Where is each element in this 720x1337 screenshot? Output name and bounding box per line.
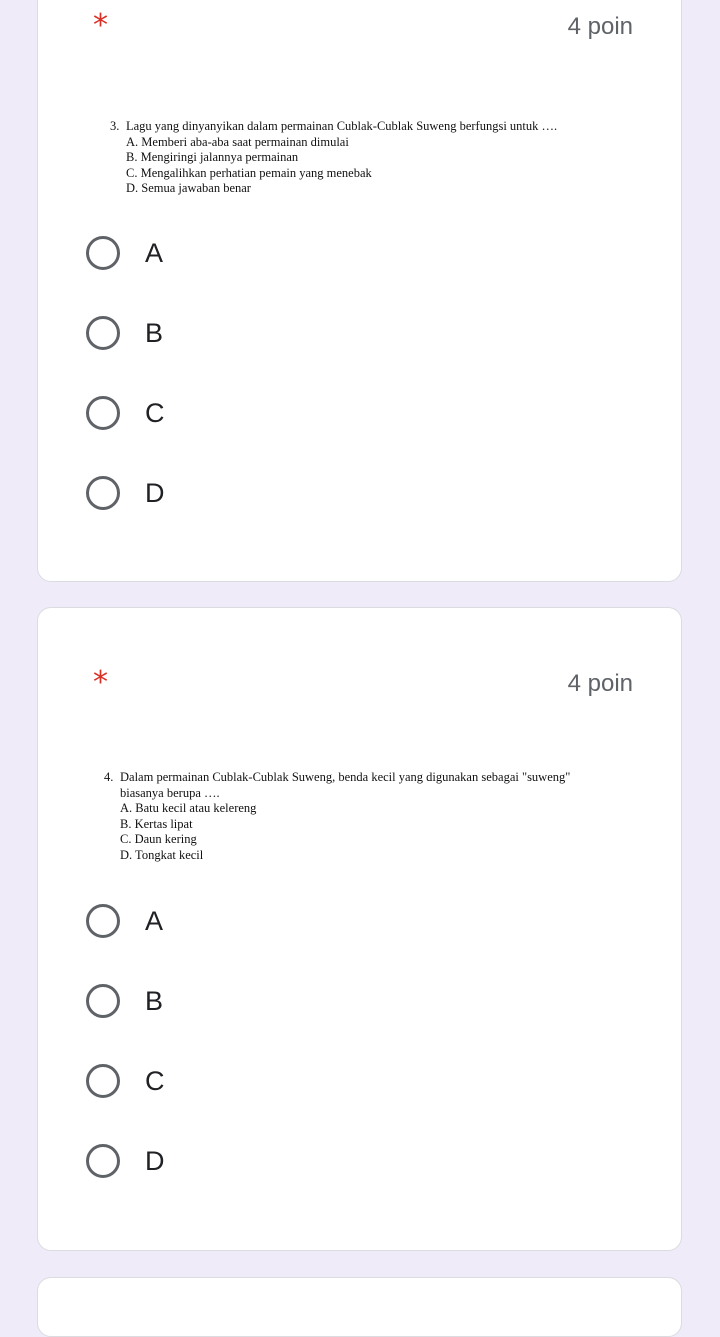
question-card (37, 607, 682, 1251)
points-label: 4 poin (567, 13, 633, 40)
radio-option-b[interactable] (86, 313, 165, 353)
answer-choice-text: B. Kertas lipat (120, 816, 193, 831)
radio-option-b[interactable] (86, 981, 165, 1021)
required-asterisk: * (93, 8, 108, 43)
radio-option-label: A (145, 906, 164, 936)
radio-option-label: B (145, 318, 164, 348)
answer-choice-text: D. Tongkat kecil (120, 847, 204, 862)
question-card (37, 0, 682, 582)
question-image (104, 770, 644, 864)
question-text: 3. Lagu yang dinyanyikan dalam permainan Cublak-Cublak Suweng berfungsi untuk …. (110, 119, 558, 133)
radio-button[interactable] (86, 236, 120, 270)
question-text-continued: biasanya berupa …. (120, 785, 220, 800)
question-card-next (37, 1277, 682, 1337)
radio-option-a[interactable] (86, 901, 165, 941)
radio-button[interactable] (86, 476, 120, 510)
question-image (110, 119, 650, 197)
answer-choice-text: A. Memberi aba-aba saat permainan dimulai (126, 134, 349, 149)
radio-option-label: A (145, 238, 164, 268)
radio-option-label: D (145, 478, 165, 508)
answer-choice-text: C. Daun kering (120, 832, 197, 847)
radio-group (86, 901, 165, 1221)
radio-option-a[interactable] (86, 233, 165, 273)
answer-choice-text: A. Batu kecil atau kelereng (120, 801, 257, 816)
radio-button[interactable] (86, 316, 120, 350)
radio-option-c[interactable] (86, 393, 165, 433)
radio-option-d[interactable] (86, 473, 165, 513)
answer-choice-text: C. Mengalihkan perhatian pemain yang menebak (126, 165, 372, 180)
radio-button[interactable] (86, 984, 120, 1018)
points-label: 4 poin (567, 670, 633, 697)
radio-group (86, 233, 165, 553)
radio-button[interactable] (86, 1144, 120, 1178)
radio-option-label: B (145, 986, 164, 1016)
answer-choice-text: B. Mengiringi jalannya permainan (126, 150, 299, 165)
answer-choice-text: D. Semua jawaban benar (126, 181, 251, 196)
radio-button[interactable] (86, 1064, 120, 1098)
radio-option-label: D (145, 1146, 165, 1176)
radio-option-c[interactable] (86, 1061, 165, 1101)
radio-button[interactable] (86, 396, 120, 430)
radio-option-label: C (145, 1066, 165, 1096)
radio-option-d[interactable] (86, 1141, 165, 1181)
question-text: 4. Dalam permainan Cublak-Cublak Suweng, benda kecil yang digunakan sebagai "suweng" (104, 770, 571, 784)
required-asterisk: * (93, 665, 108, 700)
radio-button[interactable] (86, 904, 120, 938)
radio-option-label: C (145, 398, 165, 428)
